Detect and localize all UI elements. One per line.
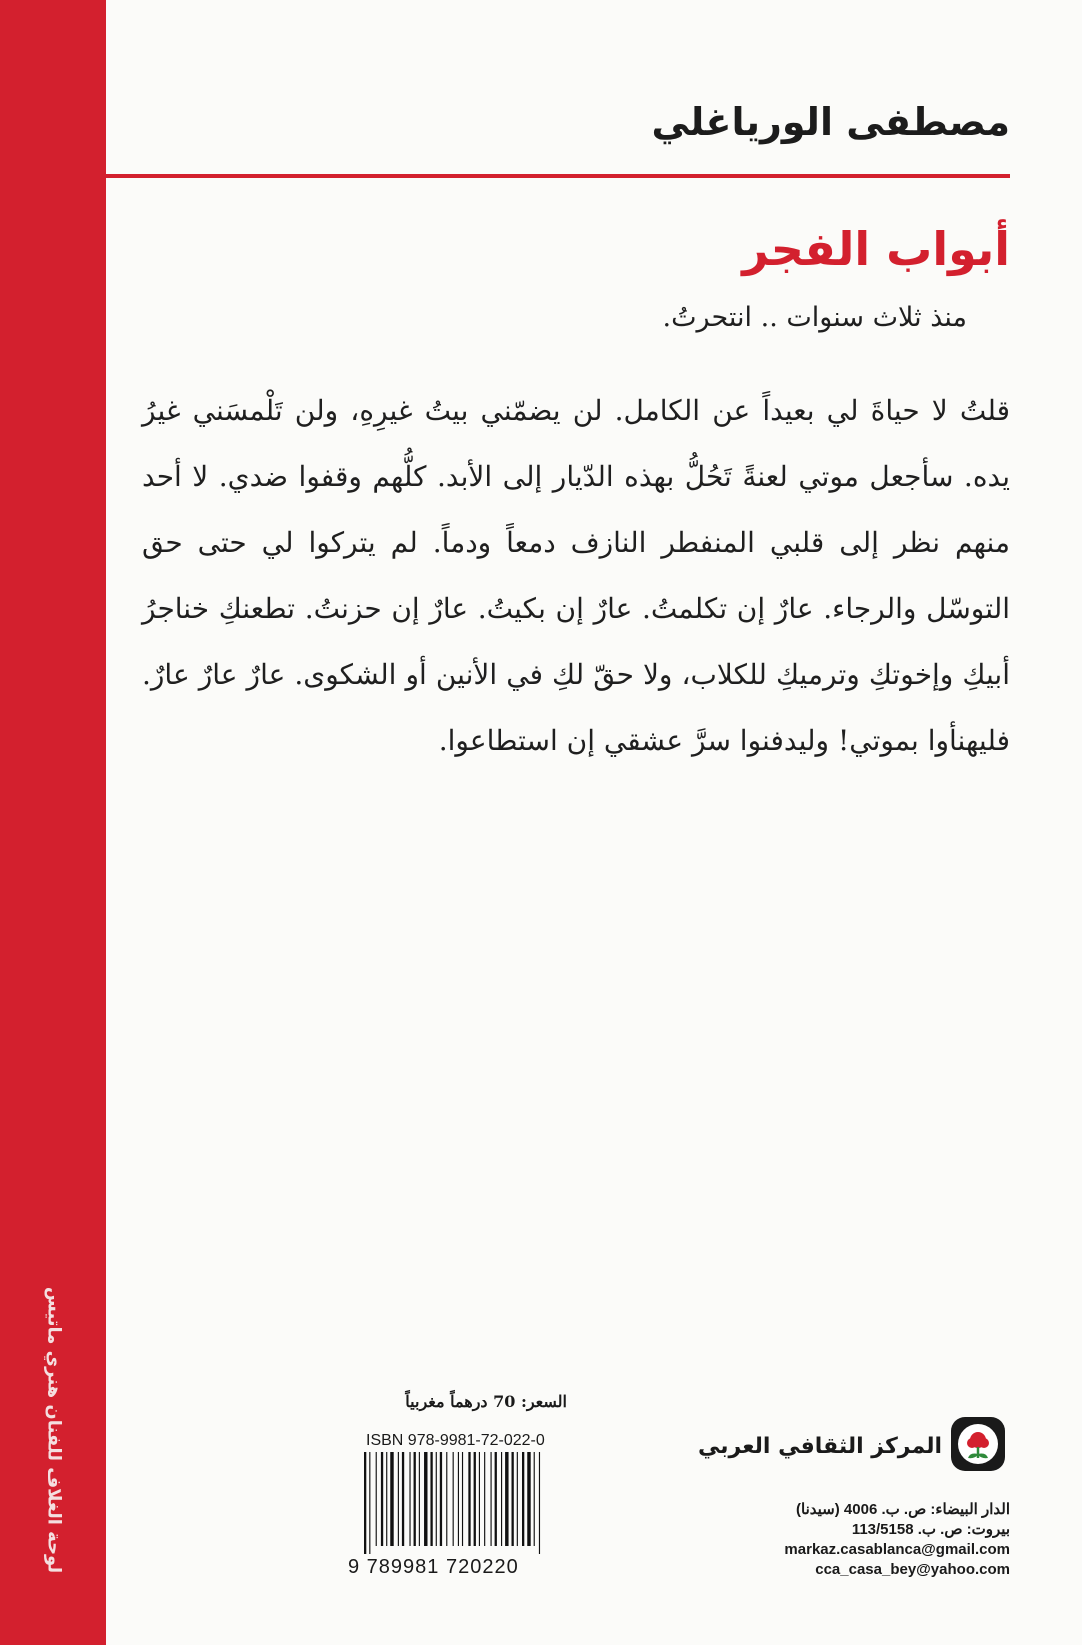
barcode-bar bbox=[419, 1452, 420, 1546]
barcode-bar bbox=[409, 1452, 410, 1546]
barcode-bar bbox=[527, 1452, 530, 1546]
title-divider bbox=[106, 174, 1010, 178]
blurb-paragraph: قلتُ لا حياةَ لي بعيداً عن الكامل. لن يضمّني بيتُ غيرِهِ، ولن تَلْمسَني غيرُ يده. سأجعل موتي لعنةً تَحُلُّ بهذه الدّيار إلى الأبد. كلُّهم وقفوا ضدي. لا أحد منهم نظر إلى قلبي المنفطر النازف دمعاً ودماً. لم يتركوا لي حتى حق التوسّل والرجاء. عارٌ إن تكلمتُ. عارٌ إن بكيتُ. عارٌ إن حزنتُ. تطعنكِ خناجرُ أبيكِ وإخوتكِ وترميكِ للكلاب، ولا حقّ لكِ في الأنين أو الشكوى. عارٌ عارٌ عارٌ. فليهنأوا بموتي! وليدفنوا سرَّ عشقي إن استطاعوا. bbox=[142, 394, 1010, 757]
barcode-bar bbox=[364, 1452, 366, 1554]
barcode-bar bbox=[436, 1452, 437, 1546]
barcode-bar bbox=[462, 1452, 463, 1546]
barcode-bar bbox=[501, 1452, 502, 1546]
cover-art-credit: لوحة الغلاف للفنان هنري ماتيس bbox=[43, 1286, 65, 1574]
barcode-bar bbox=[512, 1452, 514, 1546]
barcode-bar bbox=[495, 1452, 497, 1546]
barcode-bar bbox=[398, 1452, 399, 1546]
barcode-bar bbox=[453, 1452, 454, 1546]
barcode-bar bbox=[402, 1452, 404, 1546]
book-title: أبواب الفجر bbox=[742, 222, 1010, 276]
email-beirut: cca_casa_bey@yahoo.com bbox=[815, 1561, 1010, 1578]
rose-emblem-icon bbox=[948, 1414, 1008, 1474]
barcode-bar bbox=[479, 1452, 480, 1546]
barcode-bar bbox=[522, 1452, 524, 1546]
barcode-bar bbox=[539, 1452, 540, 1554]
ean-digits: 9 789981 720220 bbox=[348, 1556, 519, 1578]
isbn-label: ISBN 978-9981-72-022-0 bbox=[366, 1432, 545, 1449]
barcode-bar bbox=[376, 1452, 377, 1546]
author-name: مصطفى الورياغلي bbox=[651, 100, 1010, 144]
barcode-bar bbox=[424, 1452, 427, 1546]
barcode-bar bbox=[491, 1452, 492, 1546]
email-casablanca: markaz.casablanca@gmail.com bbox=[784, 1541, 1010, 1558]
blurb-intro: منذ ثلاث سنوات .. انتحرتُ. bbox=[662, 302, 967, 333]
barcode-bar bbox=[440, 1452, 442, 1546]
address-beirut: بيروت: ص. ب. 113/5158 bbox=[851, 1521, 1010, 1538]
barcode-bar bbox=[534, 1452, 535, 1546]
address-casablanca: الدار البيضاء: ص. ب. 4006 (سيدنا) bbox=[796, 1501, 1010, 1518]
barcode-bar bbox=[386, 1452, 387, 1546]
barcode-bar bbox=[446, 1452, 447, 1546]
barcode-bar bbox=[505, 1452, 508, 1546]
barcode-bar bbox=[381, 1452, 383, 1546]
barcode-bar bbox=[369, 1452, 370, 1554]
red-spine-band bbox=[0, 0, 106, 1645]
barcode-graphic bbox=[362, 1452, 572, 1554]
barcode-bar bbox=[474, 1452, 476, 1546]
barcode-bar bbox=[484, 1452, 485, 1546]
barcode-bar bbox=[430, 1452, 432, 1546]
barcode-bar bbox=[390, 1452, 393, 1546]
price-label: السعر: 70 درهماً مغربياً bbox=[405, 1392, 567, 1411]
barcode-bar bbox=[517, 1452, 518, 1546]
barcode-bar bbox=[458, 1452, 459, 1546]
barcode-bar bbox=[468, 1452, 470, 1546]
barcode-bar bbox=[414, 1452, 416, 1546]
publisher-name: المركز الثقافي العربي bbox=[698, 1434, 942, 1459]
